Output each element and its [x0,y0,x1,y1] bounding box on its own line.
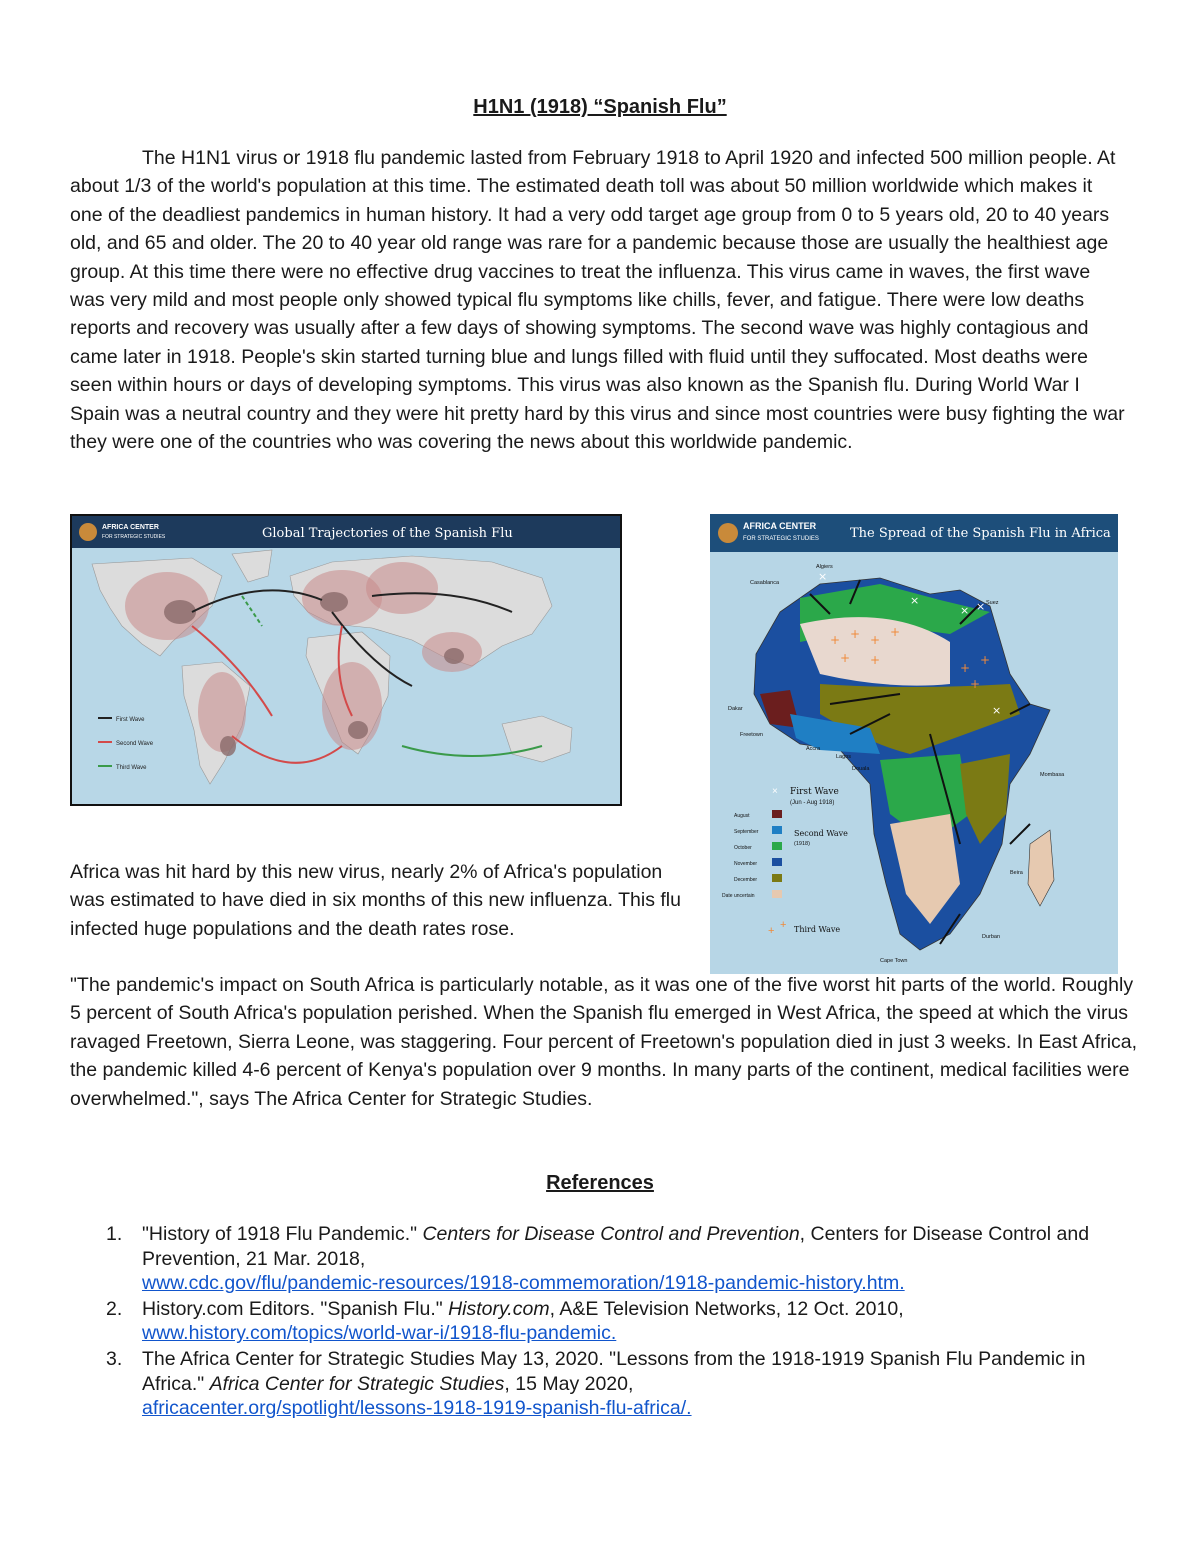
svg-text:×: × [960,604,970,617]
africa-center-logo-icon-2 [718,523,738,543]
references-list [100,1222,1100,1422]
svg-text:+: + [970,677,981,691]
reference-link[interactable]: www.history.com/topics/world-war-i/1918-flu-pandemic. [142,1322,617,1345]
legend-second-wave-dates: (1918) [794,841,810,847]
reference-link[interactable]: www.cdc.gov/flu/pandemic-resources/1918-commemoration/1918-pandemic-history.htm. [142,1272,905,1295]
svg-text:×: × [992,704,1002,717]
africa-spread-map [710,514,1118,974]
svg-text:×: × [910,594,920,607]
city-accra: Accra [806,746,821,752]
svg-text:+: + [840,651,851,665]
africa-map-title: The Spread of the Spanish Flu in Africa [850,526,1111,541]
city-cape-town: Cape Town [880,958,908,964]
svg-text:+: + [830,633,841,647]
global-map-graphic [72,516,620,804]
svg-text:+: + [980,653,991,667]
city-douala: Douala [852,766,870,772]
svg-text:+: + [890,625,901,639]
intro-paragraph: The H1N1 virus or 1918 flu pandemic lasted from February 1918 to April 1920 and infected 500 million people. At about 1/3 of the world's population at this time. The estimated death toll was about 50 million worldwide which makes it one of the deadliest pandemics in human history. It had a very odd target age group from 0 to 5 years old, 20 to 40 years old, and 65 and older. The 20 to 40 year old range was rare for a pandemic because those are usually the healthiest age group. At this time there were no effective drug vaccines to treat the influenza. This virus came in waves, the first wave was very mild and most people only showed typical flu symptoms like chills, fever, and fatigue. There were low deaths reports and recovery was usually after a few days of showing symptoms. The second wave was highly contagious and came later in 1918. People's skin started turning blue and lungs filled with fluid until they suffocated. Most deaths were seen within hours or days of developing symptoms. This virus was also known as the Spanish flu. During World War I Spain was a neutral country and they were hit pretty hard by this virus and since most countries were busy fighting the war they were one of the countries who was covering the news about this worldwide pandemic. [70,147,1125,454]
reference-number: 2. [106,1297,123,1320]
legend-october: October [734,845,752,851]
legend-first-wave-dates: (Jun - Aug 1918) [790,800,835,806]
svg-text:+: + [768,925,775,937]
africa-map-brand-sub: FOR STRATEGIC STUDIES [743,536,819,542]
svg-text:×: × [818,570,828,583]
reference-text: The Africa Center for Strategic Studies May 13, 2020. "Lessons from the 1918-1919 Spanish Flu Pandemic in Africa." [142,1347,1086,1395]
svg-text:+: + [850,627,861,641]
legend-december: December [734,877,758,883]
africa-quote: "The pandemic's impact on South Africa is particularly notable, as it was one of the five worst hit parts of the world. Roughly 5 percent of South Africa's population perished. When the Spanish flu emerged in West Africa, the speed at which the virus ravaged Freetown, Sierra Leone, was staggering. Four percent of Freetown's population died in just 3 weeks. In East Africa, the pandemic killed 4-6 percent of Kenya's population over 9 months. In many parts of the continent, medical facilities were overwhelmed.", says The Africa Center for Strategic Studies. [70,974,1138,1110]
reference-text-end: , 15 May 2020, [504,1372,634,1395]
reference-link[interactable]: africacenter.org/spotlight/lessons-1918-1919-spanish-flu-africa/. [142,1397,692,1420]
svg-text:+: + [780,919,787,931]
legend-november: November [734,861,758,867]
reference-number: 1. [106,1223,123,1245]
legend-third-wave: Third Wave [116,765,147,771]
reference-text: History.com Editors. "Spanish Flu." [142,1297,449,1320]
legend-august: August [734,813,750,819]
africa-map-brand: AFRICA CENTER [743,521,817,531]
reference-text: "History of 1918 Flu Pandemic." [142,1223,423,1245]
global-trajectories-map [70,514,622,806]
svg-text:×: × [772,786,778,797]
city-mombasa: Mombasa [1040,772,1065,778]
reference-text-end: , Centers for Disease Control and Prevention, 21 Mar. 2018, [142,1223,1090,1270]
city-suez: Suez [986,600,999,606]
global-map-title: Global Trajectories of the Spanish Flu [262,526,513,541]
city-durban: Durban [982,934,1001,940]
africa-paragraph: Africa was hit hard by this new virus, nearly 2% of Africa's population was estimated to have died in six months of this new influenza. This flu infected huge populations and the death rates rose. [70,861,681,940]
city-freetown: Freetown [740,732,763,738]
legend-second-wave: Second Wave [116,741,154,747]
legend-first-wave: First Wave [116,717,145,723]
svg-text:+: + [960,661,971,675]
legend-third-wave-africa: Third Wave [794,925,841,934]
legend-date-uncertain: Date uncertain [722,893,755,899]
legend-second-wave-africa: Second Wave [794,829,848,838]
reference-item [100,1347,1100,1421]
reference-item [100,1297,1100,1346]
global-map-brand: AFRICA CENTER [102,524,159,531]
references-heading: References [546,1172,654,1194]
global-map-brand-sub: FOR STRATEGIC STUDIES [102,534,166,540]
reference-source: History.com [448,1297,550,1320]
africa-center-logo-icon [79,523,97,541]
city-algiers: Algiers [816,564,833,570]
svg-text:×: × [976,600,986,613]
legend-september: September [734,829,759,835]
legend-first-wave-africa: First Wave [790,787,839,797]
reference-source: Africa Center for Strategic Studies [209,1372,505,1395]
svg-text:+: + [870,653,881,667]
document-title: H1N1 (1918) “Spanish Flu” [473,96,727,118]
city-beira: Beira [1010,870,1023,876]
reference-source: Centers for Disease Control and Prevention [422,1223,800,1245]
reference-number: 3. [106,1347,123,1370]
reference-text-end: , A&E Television Networks, 12 Oct. 2010, [549,1297,904,1320]
city-casablanca: Casablanca [750,580,780,586]
svg-text:+: + [870,633,881,647]
reference-item [100,1222,1100,1296]
city-lagos: Lagos [836,754,851,760]
city-dakar: Dakar [728,706,743,712]
africa-map-graphic [710,514,1118,974]
